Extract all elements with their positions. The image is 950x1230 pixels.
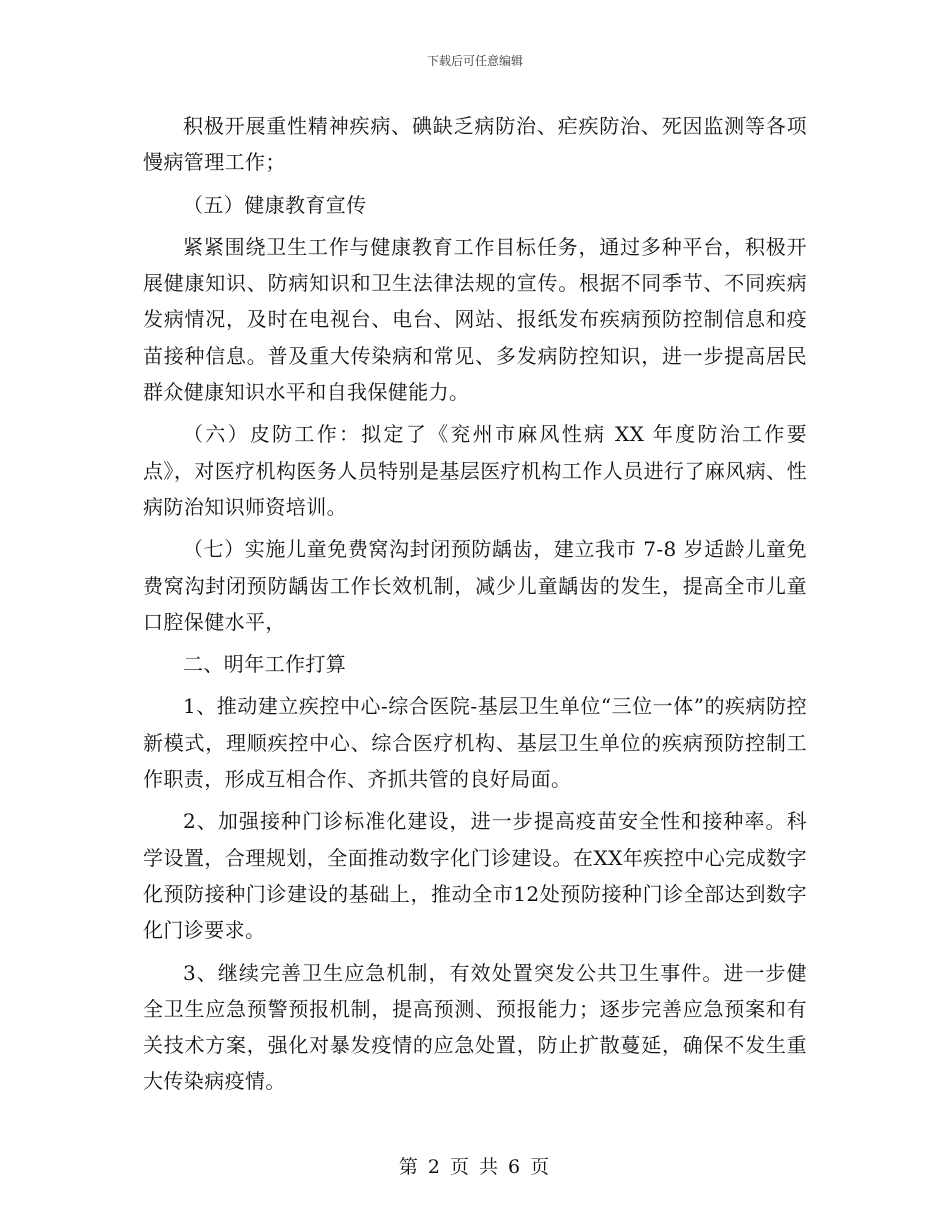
section-heading-health-education: （五）健康教育宣传	[183, 192, 367, 217]
section-heading-next-year-plan: 二、明年工作打算	[183, 652, 347, 677]
page-number-footer: 第 2 页 共 6 页	[398, 1156, 552, 1178]
paragraph-plan-item-1: 1、推动建立疾控中心-综合医院-基层卫生单位“三位一体”的疾病防控新模式，理顺疾控中心、综合医疗机构、基层卫生单位的疾病预防控制工作职责，形成互相合作、齐抓共管的良好局面。	[143, 694, 807, 792]
paragraph-health-education: 紧紧围绕卫生工作与健康教育工作目标任务，通过多种平台，积极开展健康知识、防病知识和卫生法律法规的宣传。根据不同季节、不同疾病发病情况，及时在电视台、电台、网站、报纸发布疾病预防控制信息和疫苗接种信息。普及重大传染病和常见、多发病防控知识，进一步提高居民群众健康知识水平和自我保健能力。	[143, 234, 807, 405]
paragraph-skin-disease-prevention: （六）皮防工作：拟定了《兖州市麻风性病 XX 年度防治工作要点》，对医疗机构医务人员特别是基层医疗机构工作人员进行了麻风病、性病防治知识师资培训。	[143, 422, 807, 519]
paragraph-plan-item-2: 2、加强接种门诊标准化建设，进一步提高疫苗安全性和接种率。科学设置，合理规划，全面推动数字化门诊建设。在XX年疾控中心完成数字化预防接种门诊建设的基础上，推动全市12处预防接种门诊全部达到数字化门诊要求。	[143, 809, 807, 943]
paragraph-plan-item-3: 3、继续完善卫生应急机制，有效处置突发公共卫生事件。进一步健全卫生应急预警预报机制，提高预测、预报能力；逐步完善应急预案和有关技术方案，强化对暴发疫情的应急处置，防止扩散蔓延，确保不发生重大传染病疫情。	[143, 960, 807, 1094]
page-header-note: 下载后可任意编辑	[426, 54, 523, 68]
paragraph-chronic-disease: 积极开展重性精神疾病、碘缺乏病防治、疟疾防治、死因监测等各项慢病管理工作；	[143, 114, 807, 175]
document-body	[143, 108, 807, 1106]
paragraph-dental-sealant: （七）实施儿童免费窝沟封闭预防龋齿，建立我市 7-8 岁适龄儿童免费窝沟封闭预防龋齿工作长效机制，减少儿童龋齿的发生，提高全市儿童口腔保健水平，	[143, 537, 807, 634]
